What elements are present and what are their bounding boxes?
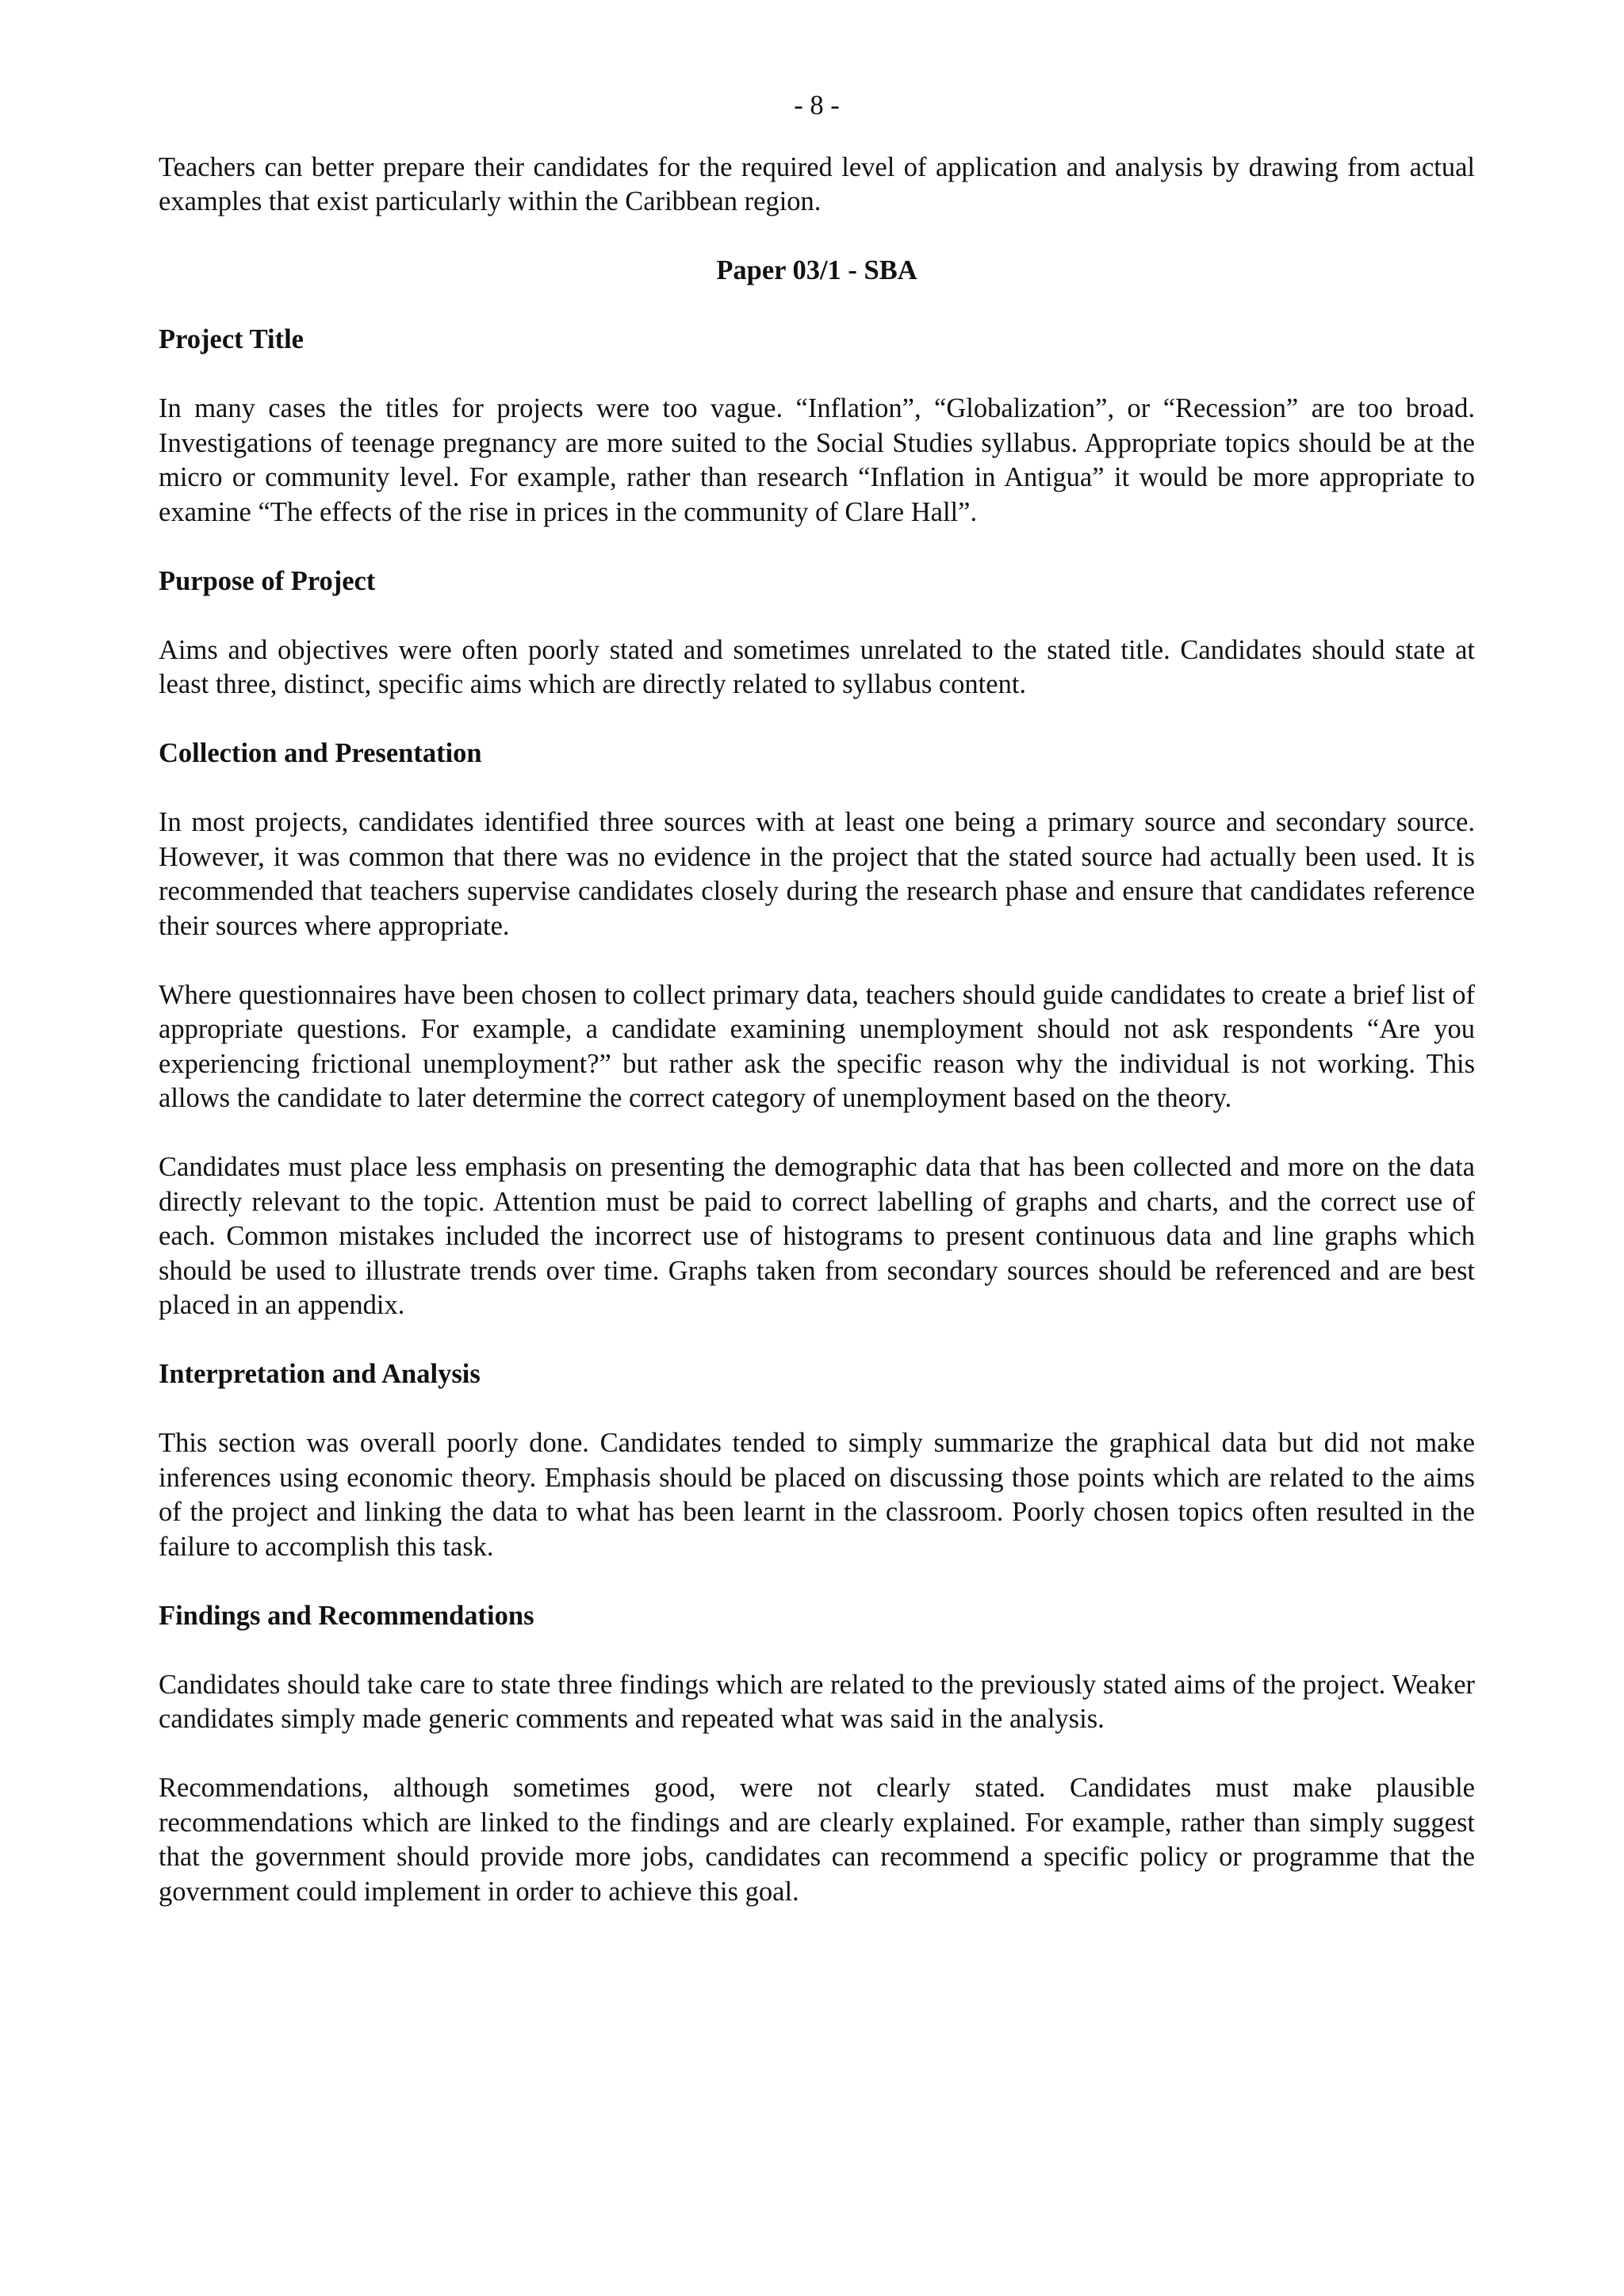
paper-heading: Paper 03/1 - SBA: [716, 255, 917, 285]
paragraph: Candidates should take care to state three findings which are related to the previously stated aims of the project. Weaker candidates simply made generic comments and repeated what was said in the analysis.: [159, 1669, 1475, 1734]
section-heading-purpose: Purpose of Project: [159, 565, 376, 596]
intro-paragraph: Teachers can better prepare their candidates for the required level of application and analysis by drawing from actual examples that exist particularly within the Caribbean region.: [159, 151, 1475, 216]
section-heading-interpretation: Interpretation and Analysis: [159, 1359, 481, 1389]
paragraph: Where questionnaires have been chosen to collect primary data, teachers should guide candidates to create a brief list of appropriate questions. For example, a candidate examining unemployment should not ask respondents “Are you experiencing frictional unemployment?” but rather ask the specific reason why the individual is not working. This allows the candidate to later determine the correct category of unemployment based on the theory.: [159, 979, 1475, 1113]
page-number: - 8 -: [794, 90, 840, 121]
section-heading-findings: Findings and Recommendations: [159, 1600, 534, 1631]
paragraph: Candidates must place less emphasis on presenting the demographic data that has been collected and more on the data directly relevant to the topic. Attention must be paid to correct labelling of graphs and charts, and the correct use of each. Common mistakes included the incorrect use of histograms to present continuous data and line graphs which should be used to illustrate trends over time. Graphs taken from secondary sources should be referenced and are best placed in an appendix.: [159, 1152, 1475, 1320]
paragraph: Aims and objectives were often poorly stated and sometimes unrelated to the stated title. Candidates should state at least three, distinct, specific aims which are directly related to syllabus content.: [159, 634, 1475, 699]
section-heading-collection: Collection and Presentation: [159, 738, 482, 768]
paragraph: Recommendations, although sometimes good, were not clearly stated. Candidates must make plausible recommendations which are linked to the findings and are clearly explained. For example, rather than simply suggest that the government should provide more jobs, candidates can recommend a specific policy or programme that the government could implement in order to achieve this goal.: [159, 1773, 1475, 1907]
section-heading-project-title: Project Title: [159, 324, 304, 354]
paragraph: In most projects, candidates identified three sources with at least one being a primary source and secondary source. However, it was common that there was no evidence in the project that the stated source had actually been used. It is recommended that teachers supervise candidates closely during the research phase and ensure that candidates reference their sources where appropriate.: [159, 807, 1475, 941]
paragraph: In many cases the titles for projects were too vague. “Inflation”, “Globalization”, or “Recession” are too broad. Investigations of teenage pregnancy are more suited to the Social Studies syllabus. Appropriate topics should be at the micro or community level. For example, rather than research “Inflation in Antigua” it would be more appropriate to examine “The effects of the rise in prices in the community of Clare Hall”.: [159, 393, 1475, 527]
paragraph: This section was overall poorly done. Candidates tended to simply summarize the graphical data but did not make inferences using economic theory. Emphasis should be placed on discussing those points which are related to the aims of the project and linking the data to what has been learnt in the classroom. Poorly chosen topics often resulted in the failure to accomplish this task.: [159, 1428, 1475, 1562]
document-page: [159, 89, 1475, 1909]
